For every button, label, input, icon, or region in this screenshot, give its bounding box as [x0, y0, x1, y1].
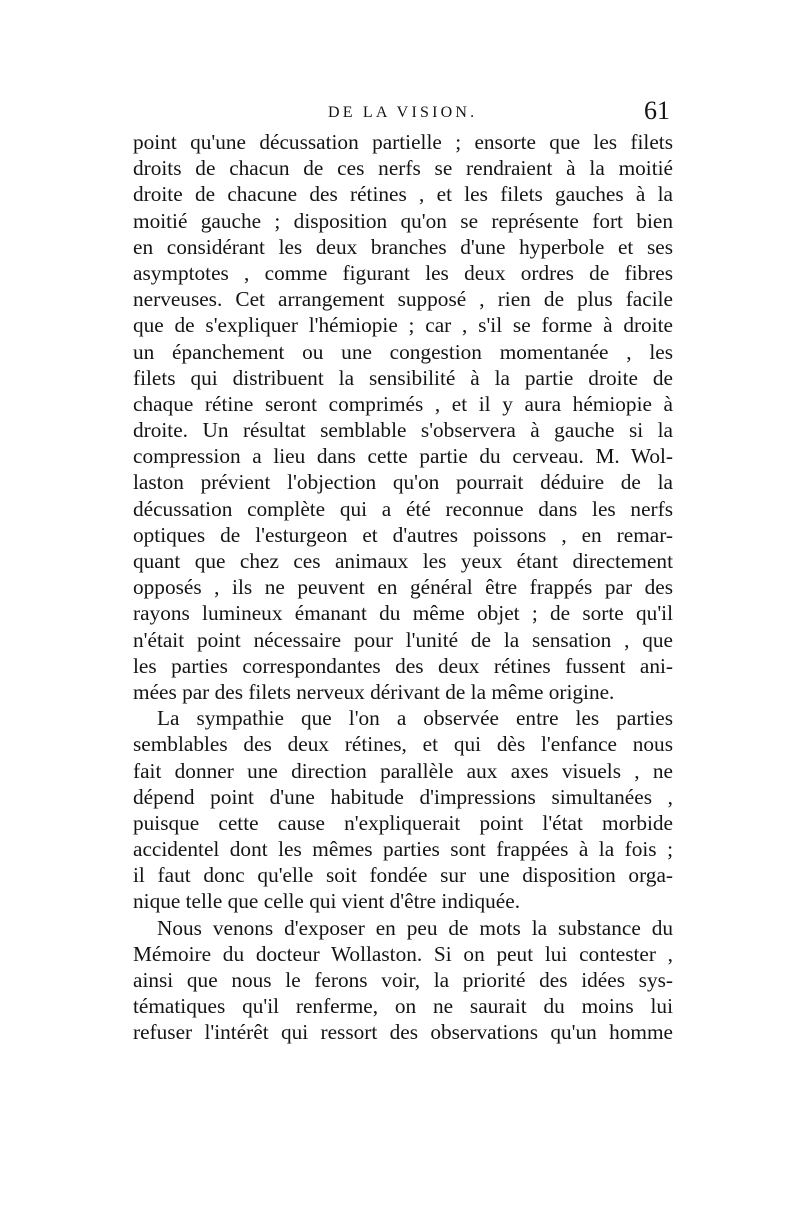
text-line: filets qui distribuent la sensibilité à la partie droite de [133, 365, 673, 390]
text-line: en considérant les deux branches d'une hyperbole et ses [133, 234, 673, 259]
text-line: les parties correspondantes des deux rétines fussent ani- [133, 653, 673, 678]
text-line: rayons lumineux émanant du même objet ; de sorte qu'il [133, 601, 673, 626]
body-text [133, 129, 673, 1046]
text-line: droite. Un résultat semblable s'observera à gauche si la [133, 418, 673, 443]
text-line: puisque cette cause n'expliquerait point l'état morbide [133, 810, 673, 835]
text-line: optiques de l'esturgeon et d'autres poissons , en remar- [133, 522, 673, 547]
text-line: droite de chacune des rétines , et les filets gauches à la [133, 182, 673, 207]
text-line: moitié gauche ; disposition qu'on se représente fort bien [133, 208, 673, 233]
page-number: 61 [644, 96, 670, 125]
text-line: opposés , ils ne peuvent en général être frappés par des [133, 575, 673, 600]
text-line: Mémoire du docteur Wollaston. Si on peut lui contester , [133, 941, 673, 966]
text-line: droits de chacun de ces nerfs se rendraient à la moitié [133, 156, 673, 181]
running-title: DE LA VISION. [328, 104, 478, 121]
text-line: décussation complète qui a été reconnue dans les nerfs [133, 496, 673, 521]
text-line: que de s'expliquer l'hémiopie ; car , s'il se forme à droite [133, 313, 673, 338]
text-line: mées par des filets nerveux dérivant de la même origine. [133, 679, 615, 704]
text-line: ainsi que nous le ferons voir, la priorité des idées sys- [133, 968, 673, 992]
text-line: laston prévient l'objection qu'on pourrait déduire de la [133, 470, 673, 495]
text-line: dépend point d'une habitude d'impressions simultanées , [133, 784, 673, 809]
text-line: accidentel dont les mêmes parties sont frappées à la fois ; [133, 837, 673, 862]
text-line: La sympathie que l'on a observée entre les parties [157, 706, 673, 731]
text-line: asymptotes , comme figurant les deux ordres de fibres [133, 260, 673, 285]
text-line: nique telle que celle qui vient d'être indiquée. [133, 889, 521, 914]
text-line: point qu'une décussation partielle ; ensorte que les filets [133, 130, 673, 154]
text-line: compression a lieu dans cette partie du cerveau. M. Wol- [133, 444, 673, 469]
text-line: un épanchement ou une congestion momentanée , les [133, 339, 673, 364]
text-line: refuser l'intérêt qui ressort des observations qu'un homme [133, 1020, 673, 1045]
text-line: tématiques qu'il renferme, on ne saurait du moins lui [133, 994, 673, 1019]
text-line: Nous venons d'exposer en peu de mots la substance du [157, 915, 673, 940]
text-line: quant que chez ces animaux les yeux étant directement [133, 549, 673, 573]
text-line: il faut donc qu'elle soit fondée sur une disposition orga- [133, 863, 673, 888]
text-line: chaque rétine seront comprimés , et il y aura hémiopie à [133, 391, 673, 416]
text-line: n'était point nécessaire pour l'unité de la sensation , que [133, 627, 673, 652]
text-line: semblables des deux rétines, et qui dès l'enfance nous [133, 732, 673, 757]
text-line: fait donner une direction parallèle aux axes visuels , ne [133, 758, 673, 783]
text-line: nerveuses. Cet arrangement supposé , rien de plus facile [133, 287, 673, 312]
running-head [0, 98, 800, 128]
